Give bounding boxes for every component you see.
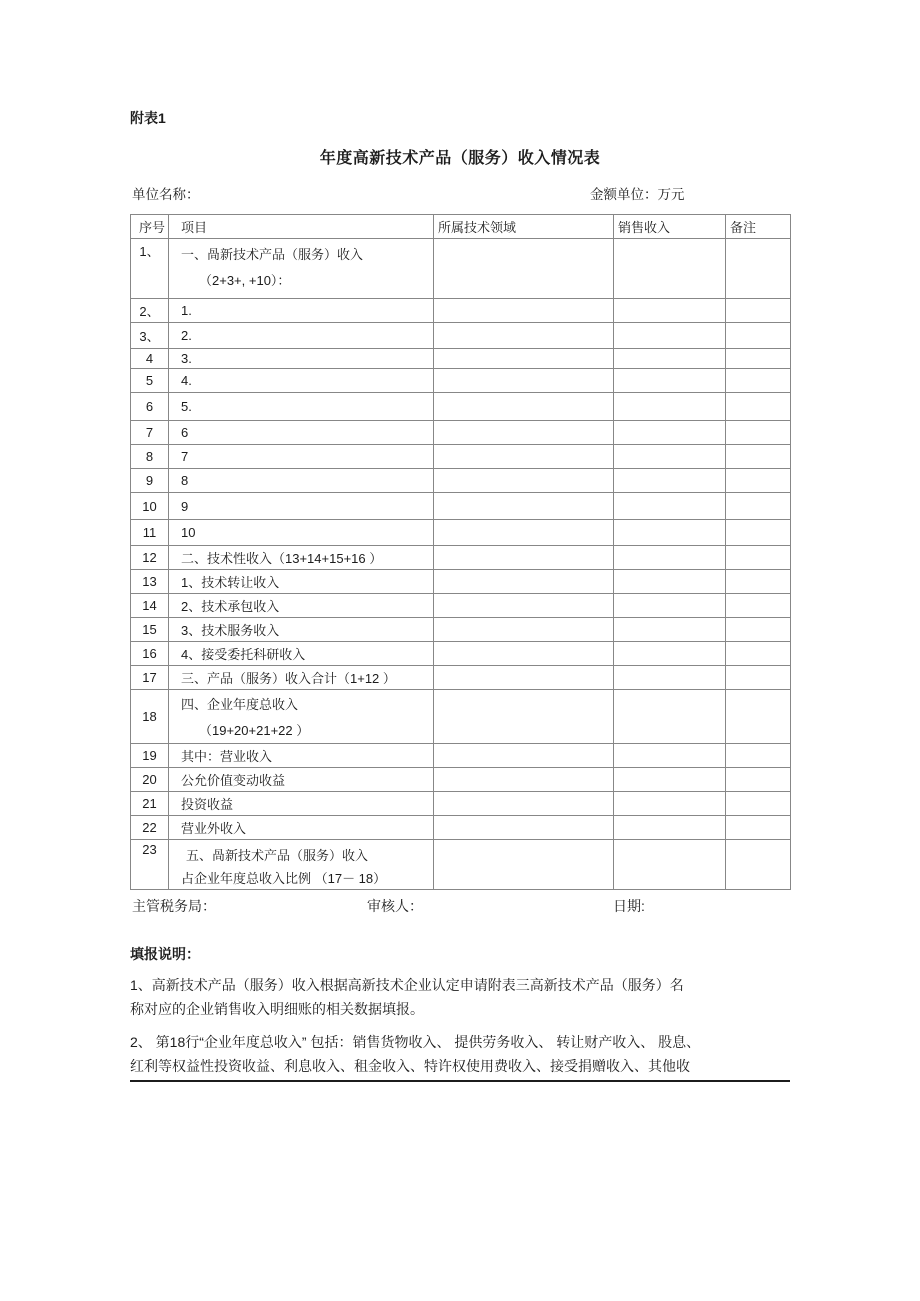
sales-income-cell <box>614 349 726 369</box>
item-text: 9 <box>181 498 189 514</box>
remark-cell <box>726 690 791 744</box>
serial-number-cell: 11 <box>131 520 169 546</box>
col-header-sales-income: 销售收入 <box>614 215 726 239</box>
table-row <box>131 520 791 546</box>
item-cell <box>169 421 434 445</box>
remark-cell <box>726 349 791 369</box>
tech-field-cell <box>434 323 614 349</box>
unit-name-label: 单位名称： <box>132 187 200 202</box>
item-text: 10 <box>181 525 196 540</box>
item-text: 二、技术性收入（13+14+15+16 ） <box>181 551 383 566</box>
item-text: 三、产品（服务）收入合计（1+12 ） <box>181 671 396 686</box>
item-text-line2: （19+20+21+22 ） <box>199 723 310 738</box>
item-cell <box>169 666 434 690</box>
serial-number-cell: 13 <box>131 570 169 594</box>
item-text: 7 <box>181 449 189 464</box>
item-cell <box>169 816 434 840</box>
sales-income-cell <box>614 744 726 768</box>
serial-number-cell: 18 <box>131 690 169 744</box>
table-row <box>131 618 791 642</box>
table-row <box>131 493 791 520</box>
item-text: 2. <box>181 328 192 343</box>
income-table-header <box>131 215 791 239</box>
reviewer-label: 审核人： <box>367 898 423 914</box>
tech-field-cell <box>434 618 614 642</box>
serial-number-cell: 8 <box>131 445 169 469</box>
serial-number-cell: 4 <box>131 349 169 369</box>
serial-number-cell: 14 <box>131 594 169 618</box>
serial-number-cell: 15 <box>131 618 169 642</box>
serial-number-cell: 10 <box>131 493 169 520</box>
amount-unit-label: 金额单位：万元 <box>590 187 685 202</box>
item-text: 8 <box>181 473 189 488</box>
serial-number-cell: 6 <box>131 393 169 421</box>
table-row <box>131 840 791 890</box>
item-cell <box>169 768 434 792</box>
item-text: 1. <box>181 303 192 318</box>
tech-field-cell <box>434 642 614 666</box>
tech-field-cell <box>434 493 614 520</box>
sales-income-cell <box>614 642 726 666</box>
sales-income-cell <box>614 493 726 520</box>
remark-cell <box>726 239 791 299</box>
item-cell <box>169 642 434 666</box>
item-cell <box>169 618 434 642</box>
date-label: 日期: <box>613 898 645 914</box>
note-2-line-1: 2、 第18行“企业年度总收入” 包括：销售货物收入、 提供劳务收入、 转让财产收入、 股息、 <box>130 1034 701 1050</box>
table-row <box>131 323 791 349</box>
sales-income-cell <box>614 570 726 594</box>
table-row <box>131 349 791 369</box>
item-cell <box>169 690 434 744</box>
sales-income-cell <box>614 546 726 570</box>
note-2-line-2-underlined: 红利等权益性投资收益、利息收入、租金收入、特许权使用费收入、接受捐赠收入、其他收 <box>130 1054 790 1082</box>
table-row <box>131 594 791 618</box>
note-1-line-1: 1、高新技术产品（服务）收入根据高新技术企业认定申请附表三高新技术产品（服务）名 <box>130 977 684 993</box>
serial-number-cell: 17 <box>131 666 169 690</box>
serial-number-cell: 21 <box>131 792 169 816</box>
document-content <box>130 0 790 1082</box>
tech-field-cell <box>434 666 614 690</box>
item-cell <box>169 792 434 816</box>
col-header-serial-number: 序号 <box>131 215 169 239</box>
remark-cell <box>726 546 791 570</box>
table-row <box>131 445 791 469</box>
col-header-item: 项目 <box>169 215 434 239</box>
item-cell <box>169 570 434 594</box>
table-row <box>131 666 791 690</box>
serial-number-cell: 23 <box>131 840 169 890</box>
item-cell <box>169 493 434 520</box>
item-cell <box>169 469 434 493</box>
item-text: 6 <box>181 425 189 440</box>
tech-field-cell <box>434 520 614 546</box>
tech-field-cell <box>434 840 614 890</box>
tech-field-cell <box>434 690 614 744</box>
sales-income-cell <box>614 299 726 323</box>
sales-income-cell <box>614 445 726 469</box>
remark-cell <box>726 469 791 493</box>
item-text: 2、技术承包收入 <box>181 599 280 614</box>
item-text: 4、接受委托科研收入 <box>181 647 306 662</box>
col-header-tech-field: 所属技术领域 <box>434 215 614 239</box>
remark-cell <box>726 421 791 445</box>
item-cell <box>169 744 434 768</box>
serial-number-cell: 2、 <box>131 299 169 323</box>
table-row <box>131 393 791 421</box>
item-text: 五、咼新技术产品（服务）收入 <box>186 848 369 863</box>
item-text: 营业外收入 <box>181 821 247 836</box>
header-row <box>131 215 791 239</box>
serial-number-cell: 5 <box>131 369 169 393</box>
instruction-note-2 <box>130 1030 790 1082</box>
sales-income-cell <box>614 594 726 618</box>
tech-field-cell <box>434 369 614 393</box>
table-row <box>131 546 791 570</box>
table-row <box>131 239 791 299</box>
tech-field-cell <box>434 445 614 469</box>
item-text: 其中：营业收入 <box>181 749 273 764</box>
table-row <box>131 744 791 768</box>
table-row <box>131 570 791 594</box>
item-text: 公允价值变动收益 <box>181 773 286 788</box>
sales-income-cell <box>614 666 726 690</box>
sales-income-cell <box>614 421 726 445</box>
signature-row <box>130 896 790 916</box>
tax-bureau-label: 主管税务局： <box>132 898 216 914</box>
item-text: 4. <box>181 373 192 388</box>
remark-cell <box>726 323 791 349</box>
serial-number-cell: 22 <box>131 816 169 840</box>
tech-field-cell <box>434 744 614 768</box>
tech-field-cell <box>434 792 614 816</box>
remark-cell <box>726 570 791 594</box>
tech-field-cell <box>434 239 614 299</box>
sales-income-cell <box>614 690 726 744</box>
sales-income-cell <box>614 618 726 642</box>
item-cell <box>169 445 434 469</box>
sales-income-cell <box>614 768 726 792</box>
sales-income-cell <box>614 469 726 493</box>
item-cell <box>169 369 434 393</box>
item-cell <box>169 393 434 421</box>
serial-number-cell: 1、 <box>131 239 169 299</box>
remark-cell <box>726 520 791 546</box>
item-text-line2: 占企业年度总收入比例 （17－ 18） <box>181 871 387 886</box>
remark-cell <box>726 666 791 690</box>
remark-cell <box>726 618 791 642</box>
remark-cell <box>726 840 791 890</box>
serial-number-cell: 19 <box>131 744 169 768</box>
page-title: 年度高新技术产品（服务）收入情况表 <box>319 150 601 167</box>
item-cell <box>169 840 434 890</box>
item-cell <box>169 239 434 299</box>
table-row <box>131 690 791 744</box>
income-table <box>130 214 791 890</box>
table-row <box>131 816 791 840</box>
serial-number-cell: 20 <box>131 768 169 792</box>
table-row <box>131 469 791 493</box>
item-cell <box>169 349 434 369</box>
serial-number-cell: 12 <box>131 546 169 570</box>
filing-instructions-heading: 填报说明： <box>130 946 200 962</box>
table-row <box>131 642 791 666</box>
item-cell <box>169 546 434 570</box>
sales-income-cell <box>614 323 726 349</box>
item-text: 1、技术转让收入 <box>181 575 280 590</box>
table-row <box>131 369 791 393</box>
tech-field-cell <box>434 421 614 445</box>
tech-field-cell <box>434 570 614 594</box>
sales-income-cell <box>614 816 726 840</box>
item-text: 3、技术服务收入 <box>181 623 280 638</box>
tech-field-cell <box>434 299 614 323</box>
item-text: 5. <box>181 399 192 414</box>
remark-cell <box>726 369 791 393</box>
remark-cell <box>726 299 791 323</box>
remark-cell <box>726 816 791 840</box>
item-cell <box>169 323 434 349</box>
item-text: 四、企业年度总收入 <box>181 697 299 712</box>
sales-income-cell <box>614 393 726 421</box>
item-text-line2: （2+3+, +10）： <box>199 273 291 288</box>
remark-cell <box>726 768 791 792</box>
serial-number-cell: 16 <box>131 642 169 666</box>
item-cell <box>169 594 434 618</box>
tech-field-cell <box>434 768 614 792</box>
table-row <box>131 421 791 445</box>
tech-field-cell <box>434 546 614 570</box>
remark-cell <box>726 393 791 421</box>
filing-instructions <box>130 944 790 1082</box>
sales-income-cell <box>614 239 726 299</box>
tech-field-cell <box>434 349 614 369</box>
sales-income-cell <box>614 369 726 393</box>
col-header-remark: 备注 <box>726 215 791 239</box>
sales-income-cell <box>614 840 726 890</box>
meta-row <box>130 183 790 201</box>
remark-cell <box>726 594 791 618</box>
serial-number-cell: 3、 <box>131 323 169 349</box>
serial-number-cell: 7 <box>131 421 169 445</box>
sales-income-cell <box>614 792 726 816</box>
remark-cell <box>726 744 791 768</box>
remark-cell <box>726 792 791 816</box>
table-row <box>131 768 791 792</box>
tech-field-cell <box>434 469 614 493</box>
item-cell <box>169 520 434 546</box>
item-cell <box>169 299 434 323</box>
tech-field-cell <box>434 594 614 618</box>
income-table-body <box>131 239 791 890</box>
sales-income-cell <box>614 520 726 546</box>
note-1-line-2: 称对应的企业销售收入明细账的相关数据填报。 <box>130 1001 424 1017</box>
table-row <box>131 299 791 323</box>
serial-number-cell: 9 <box>131 469 169 493</box>
remark-cell <box>726 493 791 520</box>
remark-cell <box>726 445 791 469</box>
item-text: 投资收益 <box>181 797 234 812</box>
attachment-label: 附表1 <box>130 110 166 126</box>
item-text: 一、咼新技术产品（服务）收入 <box>181 247 364 262</box>
tech-field-cell <box>434 393 614 421</box>
table-row <box>131 792 791 816</box>
tech-field-cell <box>434 816 614 840</box>
item-text: 3. <box>181 351 192 366</box>
instruction-note-1 <box>130 973 790 1021</box>
remark-cell <box>726 642 791 666</box>
